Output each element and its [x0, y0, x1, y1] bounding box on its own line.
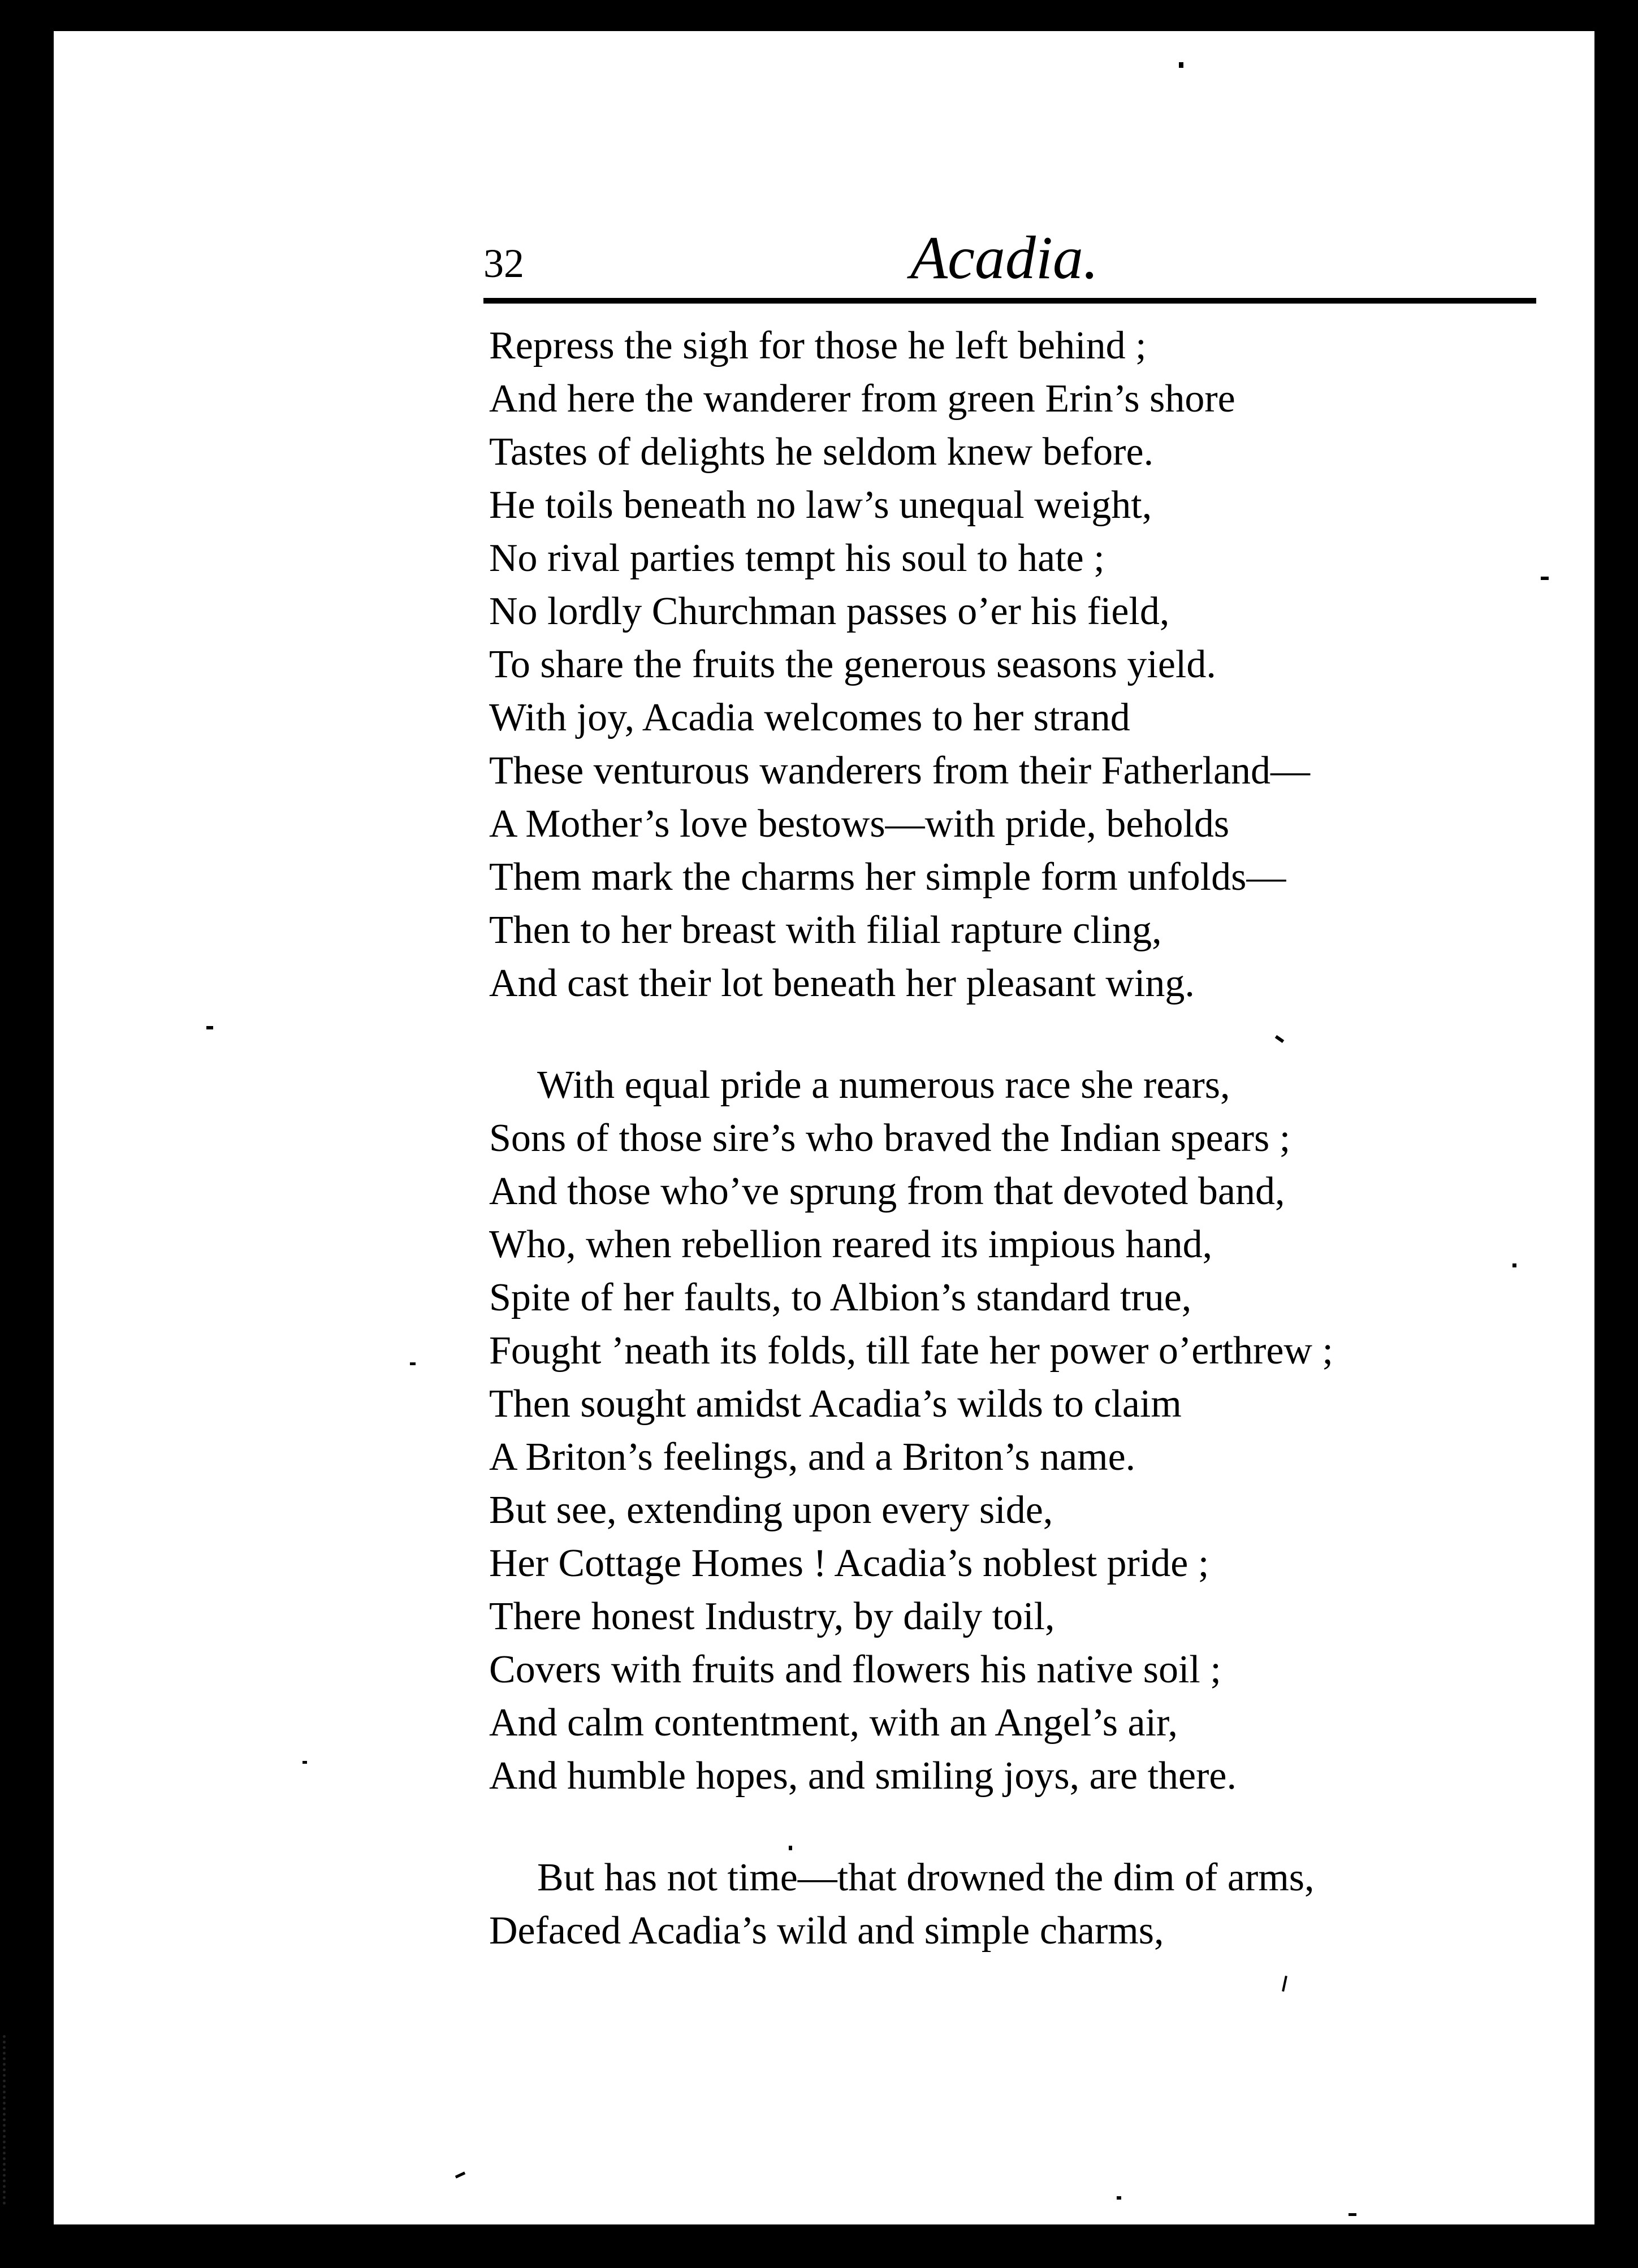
- poem-line: There honest Industry, by daily toil,: [489, 1595, 1055, 1638]
- poem-line: But see, extending upon every side,: [489, 1488, 1053, 1532]
- scan-speck: [455, 2171, 465, 2178]
- poem-line: To share the fruits the generous seasons yield.: [489, 643, 1216, 686]
- scan-speck: [1117, 2196, 1121, 2200]
- poem-line: But has not time—that drowned the dim of arms,: [537, 1856, 1315, 1899]
- poem-line: And those who’ve sprung from that devoted band,: [489, 1170, 1285, 1213]
- poem-line: Spite of her faults, to Albion’s standard true,: [489, 1276, 1192, 1319]
- poem-line: Who, when rebellion reared its impious hand,: [489, 1223, 1213, 1266]
- scan-speck: [1349, 2213, 1356, 2216]
- poem-line: Defaced Acadia’s wild and simple charms,: [489, 1909, 1164, 1953]
- poem-line: Covers with fruits and flowers his native soil ;: [489, 1648, 1221, 1691]
- stanza: [489, 319, 1592, 1010]
- poem-line: Sons of those sire’s who braved the Indian spears ;: [489, 1116, 1291, 1160]
- scan-edge-marks: [3, 2035, 40, 2205]
- poem-line: And calm contentment, with an Angel’s air,: [489, 1701, 1178, 1745]
- poem-line: A Briton’s feelings, and a Briton’s name.: [489, 1435, 1136, 1479]
- poem-line: Then sought amidst Acadia’s wilds to claim: [489, 1382, 1182, 1426]
- running-title: Acadia.: [910, 224, 1099, 292]
- poem-line: Then to her breast with filial rapture cling,: [489, 908, 1162, 952]
- poem-line: Them mark the charms her simple form unfolds—: [489, 855, 1286, 899]
- scan-speck: [206, 1026, 213, 1029]
- page-number: 32: [483, 241, 524, 286]
- poem-body: [489, 319, 1592, 2006]
- poem-line: Her Cottage Homes ! Acadia’s noblest pride ;: [489, 1542, 1209, 1585]
- poem-line: And cast their lot beneath her pleasant wing.: [489, 962, 1195, 1005]
- poem-line: With joy, Acadia welcomes to her strand: [489, 696, 1130, 739]
- poem-line: Tastes of delights he seldom knew before.: [489, 430, 1154, 474]
- scan-speck: [410, 1362, 416, 1365]
- poem-line: With equal pride a numerous race she rears,: [537, 1063, 1230, 1107]
- scan-speck: [302, 1761, 307, 1764]
- header-rule: [483, 298, 1536, 304]
- poem-line: Repress the sigh for those he left behind ;: [489, 324, 1147, 367]
- poem-line: No lordly Churchman passes o’er his field,: [489, 590, 1170, 633]
- poem-line: And here the wanderer from green Erin’s shore: [489, 377, 1235, 421]
- poem-line: And humble hopes, and smiling joys, are there.: [489, 1754, 1237, 1798]
- poem-line: He toils beneath no law’s unequal weight,: [489, 483, 1152, 527]
- stanza: [489, 1059, 1592, 1803]
- stanza: [489, 1851, 1592, 1958]
- scan-speck: [1512, 1263, 1516, 1267]
- poem-line: Fought ’neath its folds, till fate her power o’erthrew ;: [489, 1329, 1333, 1373]
- poem-line: A Mother’s love bestows—with pride, beholds: [489, 802, 1230, 846]
- book-page: [54, 31, 1594, 2224]
- scan-speck: [789, 1846, 792, 1850]
- scan-speck: [1603, 1885, 1607, 1889]
- scan-speck: [1179, 62, 1183, 68]
- page-header: [483, 201, 1592, 302]
- poem-line: No rival parties tempt his soul to hate ;: [489, 536, 1105, 580]
- poem-line: These venturous wanderers from their Fatherland—: [489, 749, 1311, 793]
- scan-speck: [1541, 577, 1549, 580]
